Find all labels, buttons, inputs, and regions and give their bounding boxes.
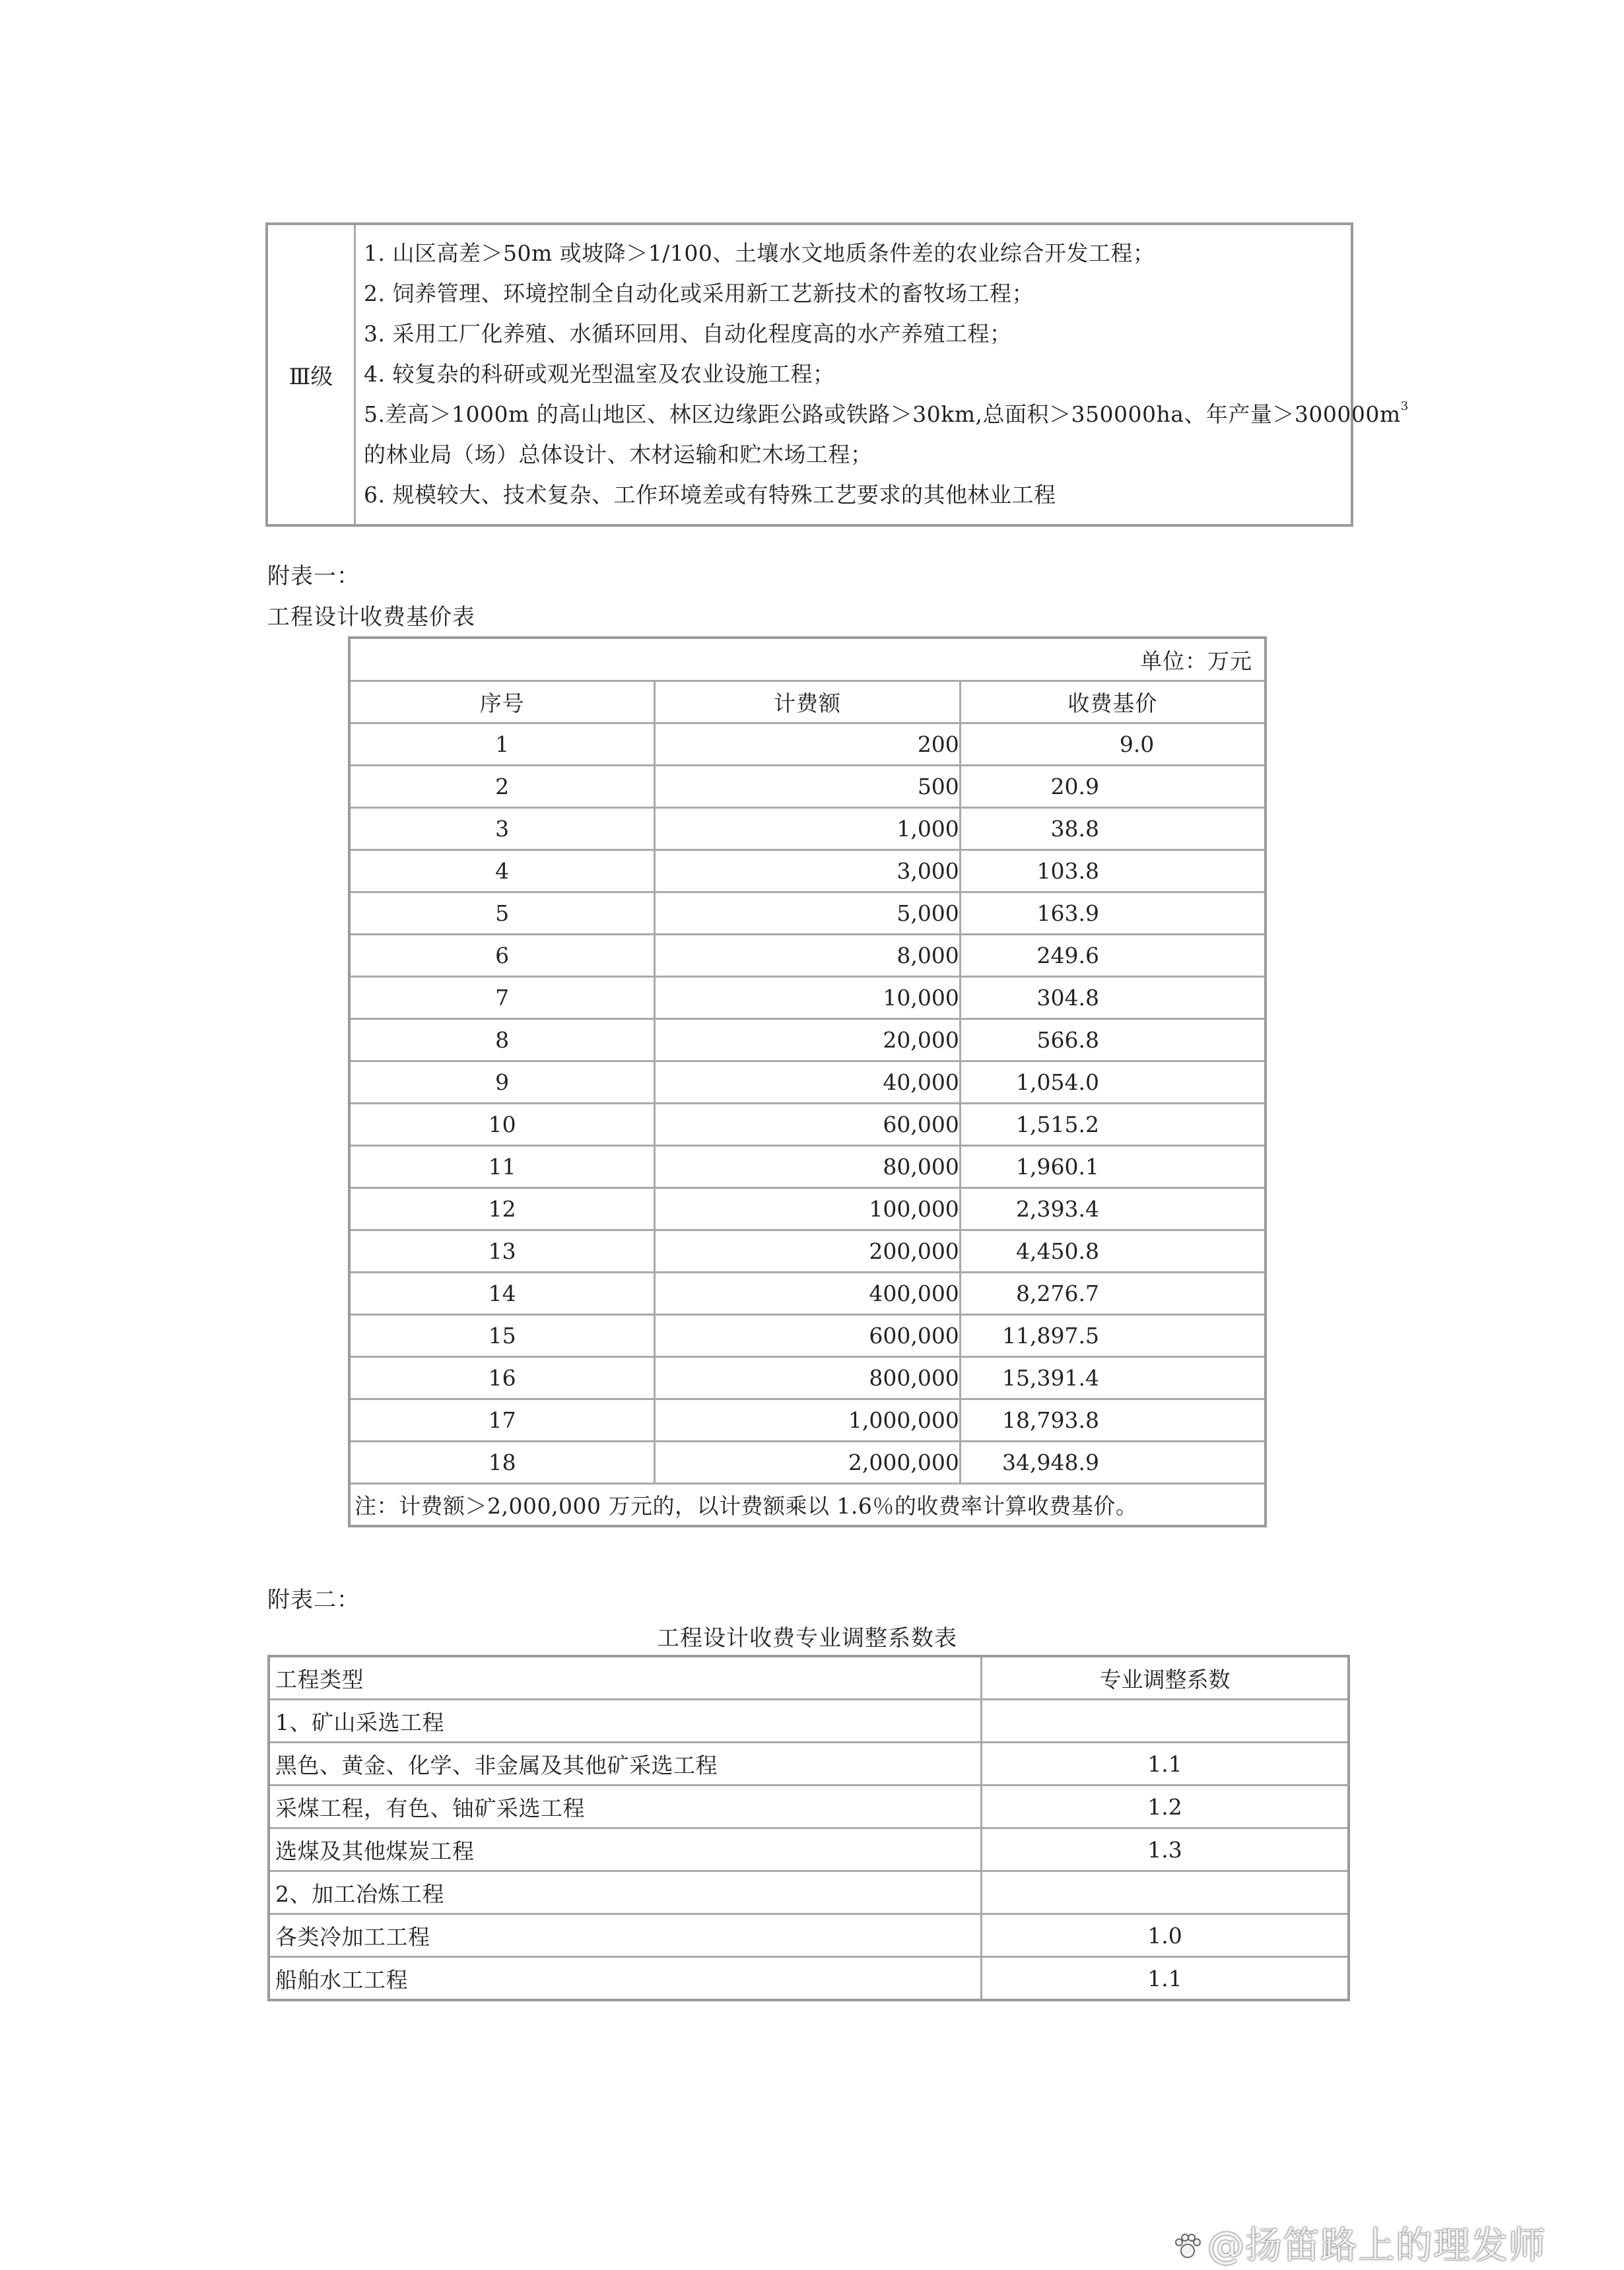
row-price: 20.9 [960,766,1266,808]
row-amount: 500 [655,766,961,808]
row-amount: 20,000 [655,1019,961,1061]
table-row [269,1828,1349,1871]
level-item: 的林业局（场）总体设计、木材运输和贮木场工程； [364,442,873,467]
row-amount: 2,000,000 [655,1442,961,1484]
row-price: 38.8 [960,808,1266,850]
row-index: 10 [349,1104,655,1146]
row-price: 163.9 [960,892,1266,935]
row-price: 11,897.5 [960,1315,1266,1357]
row-type: 船舶水工工程 [269,1957,982,2001]
row-price: 249.6 [960,935,1266,977]
row-coefficient [982,1871,1349,1914]
row-index: 14 [349,1273,655,1315]
table-row [349,1399,1266,1442]
row-price: 2,393.4 [960,1188,1266,1230]
row-amount: 600,000 [655,1315,961,1357]
table-row [349,892,1266,935]
row-index: 1 [349,723,655,766]
row-price: 34,948.9 [960,1442,1266,1484]
table-row [349,1019,1266,1061]
table-row [349,1146,1266,1188]
row-amount: 1,000 [655,808,961,850]
row-amount: 100,000 [655,1188,961,1230]
level-item: 1. 山区高差＞50m 或坡降＞1/100、土壤水文地质条件差的农业综合开发工程； [364,240,1155,266]
row-index: 5 [349,892,655,935]
row-index: 15 [349,1315,655,1357]
row-coefficient [982,1700,1349,1743]
table-row [349,1315,1266,1357]
row-type: 选煤及其他煤炭工程 [269,1828,982,1871]
table-row [349,1442,1266,1484]
level-table [265,222,1409,527]
row-index: 18 [349,1442,655,1484]
table-row [349,1230,1266,1273]
row-index: 17 [349,1399,655,1442]
row-coefficient: 1.0 [982,1914,1349,1957]
row-index: 4 [349,850,655,892]
row-coefficient: 1.2 [982,1786,1349,1828]
header-price: 收费基价 [960,681,1266,723]
row-type: 1、矿山采选工程 [269,1700,982,1743]
row-price: 1,960.1 [960,1146,1266,1188]
row-amount: 1,000,000 [655,1399,961,1442]
table-row [349,1357,1266,1399]
row-coefficient: 1.3 [982,1828,1349,1871]
table-row [349,935,1266,977]
table-row [349,977,1266,1019]
table-row [269,1957,1349,2001]
row-price: 8,276.7 [960,1273,1266,1315]
table-row [269,1700,1349,1743]
row-amount: 80,000 [655,1146,961,1188]
row-amount: 200 [655,723,961,766]
row-amount: 40,000 [655,1061,961,1104]
level-label: Ⅲ级 [267,224,355,525]
level-item: 2. 饲养管理、环境控制全自动化或采用新工艺新技术的畜牧场工程； [364,281,1034,306]
table-row [349,850,1266,892]
row-price: 18,793.8 [960,1399,1266,1442]
row-price: 1,054.0 [960,1061,1266,1104]
row-price: 9.0 [960,723,1266,766]
table-row [349,808,1266,850]
row-amount: 60,000 [655,1104,961,1146]
row-price: 103.8 [960,850,1266,892]
table-row [349,1104,1266,1146]
row-amount: 3,000 [655,850,961,892]
row-price: 566.8 [960,1019,1266,1061]
row-amount: 200,000 [655,1230,961,1273]
table-row [349,1061,1266,1104]
row-index: 11 [349,1146,655,1188]
row-coefficient: 1.1 [982,1957,1349,2001]
level-item: 3. 采用工厂化养殖、水循环回用、自动化程度高的水产养殖工程； [364,321,1012,347]
row-index: 16 [349,1357,655,1399]
row-index: 8 [349,1019,655,1061]
row-index: 12 [349,1188,655,1230]
unit-label: 单位：万元 [349,638,1266,681]
appendix1-title: 工程设计收费基价表 [267,604,475,630]
adjustment-table [267,1655,1350,2001]
fee-base-table [348,636,1267,1527]
watermark: @扬笛路上的理发师 [1172,2217,1546,2269]
table-row [349,766,1266,808]
header-type: 工程类型 [269,1656,982,1700]
table-row [269,1871,1349,1914]
row-amount: 5,000 [655,892,961,935]
row-index: 7 [349,977,655,1019]
paw-icon [1172,2233,1203,2261]
row-index: 9 [349,1061,655,1104]
table-note: 注：计费额＞2,000,000 万元的，以计费额乘以 1.6％的收费率计算收费基价。 [349,1484,1266,1527]
row-amount: 400,000 [655,1273,961,1315]
row-price: 304.8 [960,977,1266,1019]
row-index: 3 [349,808,655,850]
level-items [355,224,1409,525]
adjustment-rows [269,1700,1349,2001]
row-type: 黑色、黄金、化学、非金属及其他矿采选工程 [269,1743,982,1786]
header-index: 序号 [349,681,655,723]
header-coefficient: 专业调整系数 [982,1656,1349,1700]
fee-rows [349,723,1266,1484]
table-row [269,1743,1349,1786]
table-row [349,1188,1266,1230]
appendix1-label: 附表一： [267,563,360,589]
appendix2-label: 附表二： [267,1587,360,1613]
superscript: 3 [1400,399,1409,413]
row-price: 4,450.8 [960,1230,1266,1273]
table-row [349,1273,1266,1315]
row-index: 6 [349,935,655,977]
table-row [269,1786,1349,1828]
appendix2-title: 工程设计收费专业调整系数表 [657,1625,957,1652]
level-item: 4. 较复杂的科研或观光型温室及农业设施工程； [364,361,835,387]
row-coefficient: 1.1 [982,1743,1349,1786]
row-price: 15,391.4 [960,1357,1266,1399]
table-row [269,1914,1349,1957]
table-row [349,723,1266,766]
row-index: 2 [349,766,655,808]
level-item: 5.差高＞1000m 的高山地区、林区边缘距公路或铁路＞30km,总面积＞350000ha、年产量$>300000m^3$ [364,399,1409,427]
row-type: 各类冷加工工程 [269,1914,982,1957]
row-amount: 10,000 [655,977,961,1019]
row-amount: 8,000 [655,935,961,977]
row-price: 1,515.2 [960,1104,1266,1146]
row-index: 13 [349,1230,655,1273]
row-type: 2、加工冶炼工程 [269,1871,982,1914]
row-type: 采煤工程，有色、铀矿采选工程 [269,1786,982,1828]
row-amount: 800,000 [655,1357,961,1399]
level-item: 6. 规模较大、技术复杂、工作环境差或有特殊工艺要求的其他林业工程 [364,482,1056,508]
header-amount: 计费额 [655,681,961,723]
